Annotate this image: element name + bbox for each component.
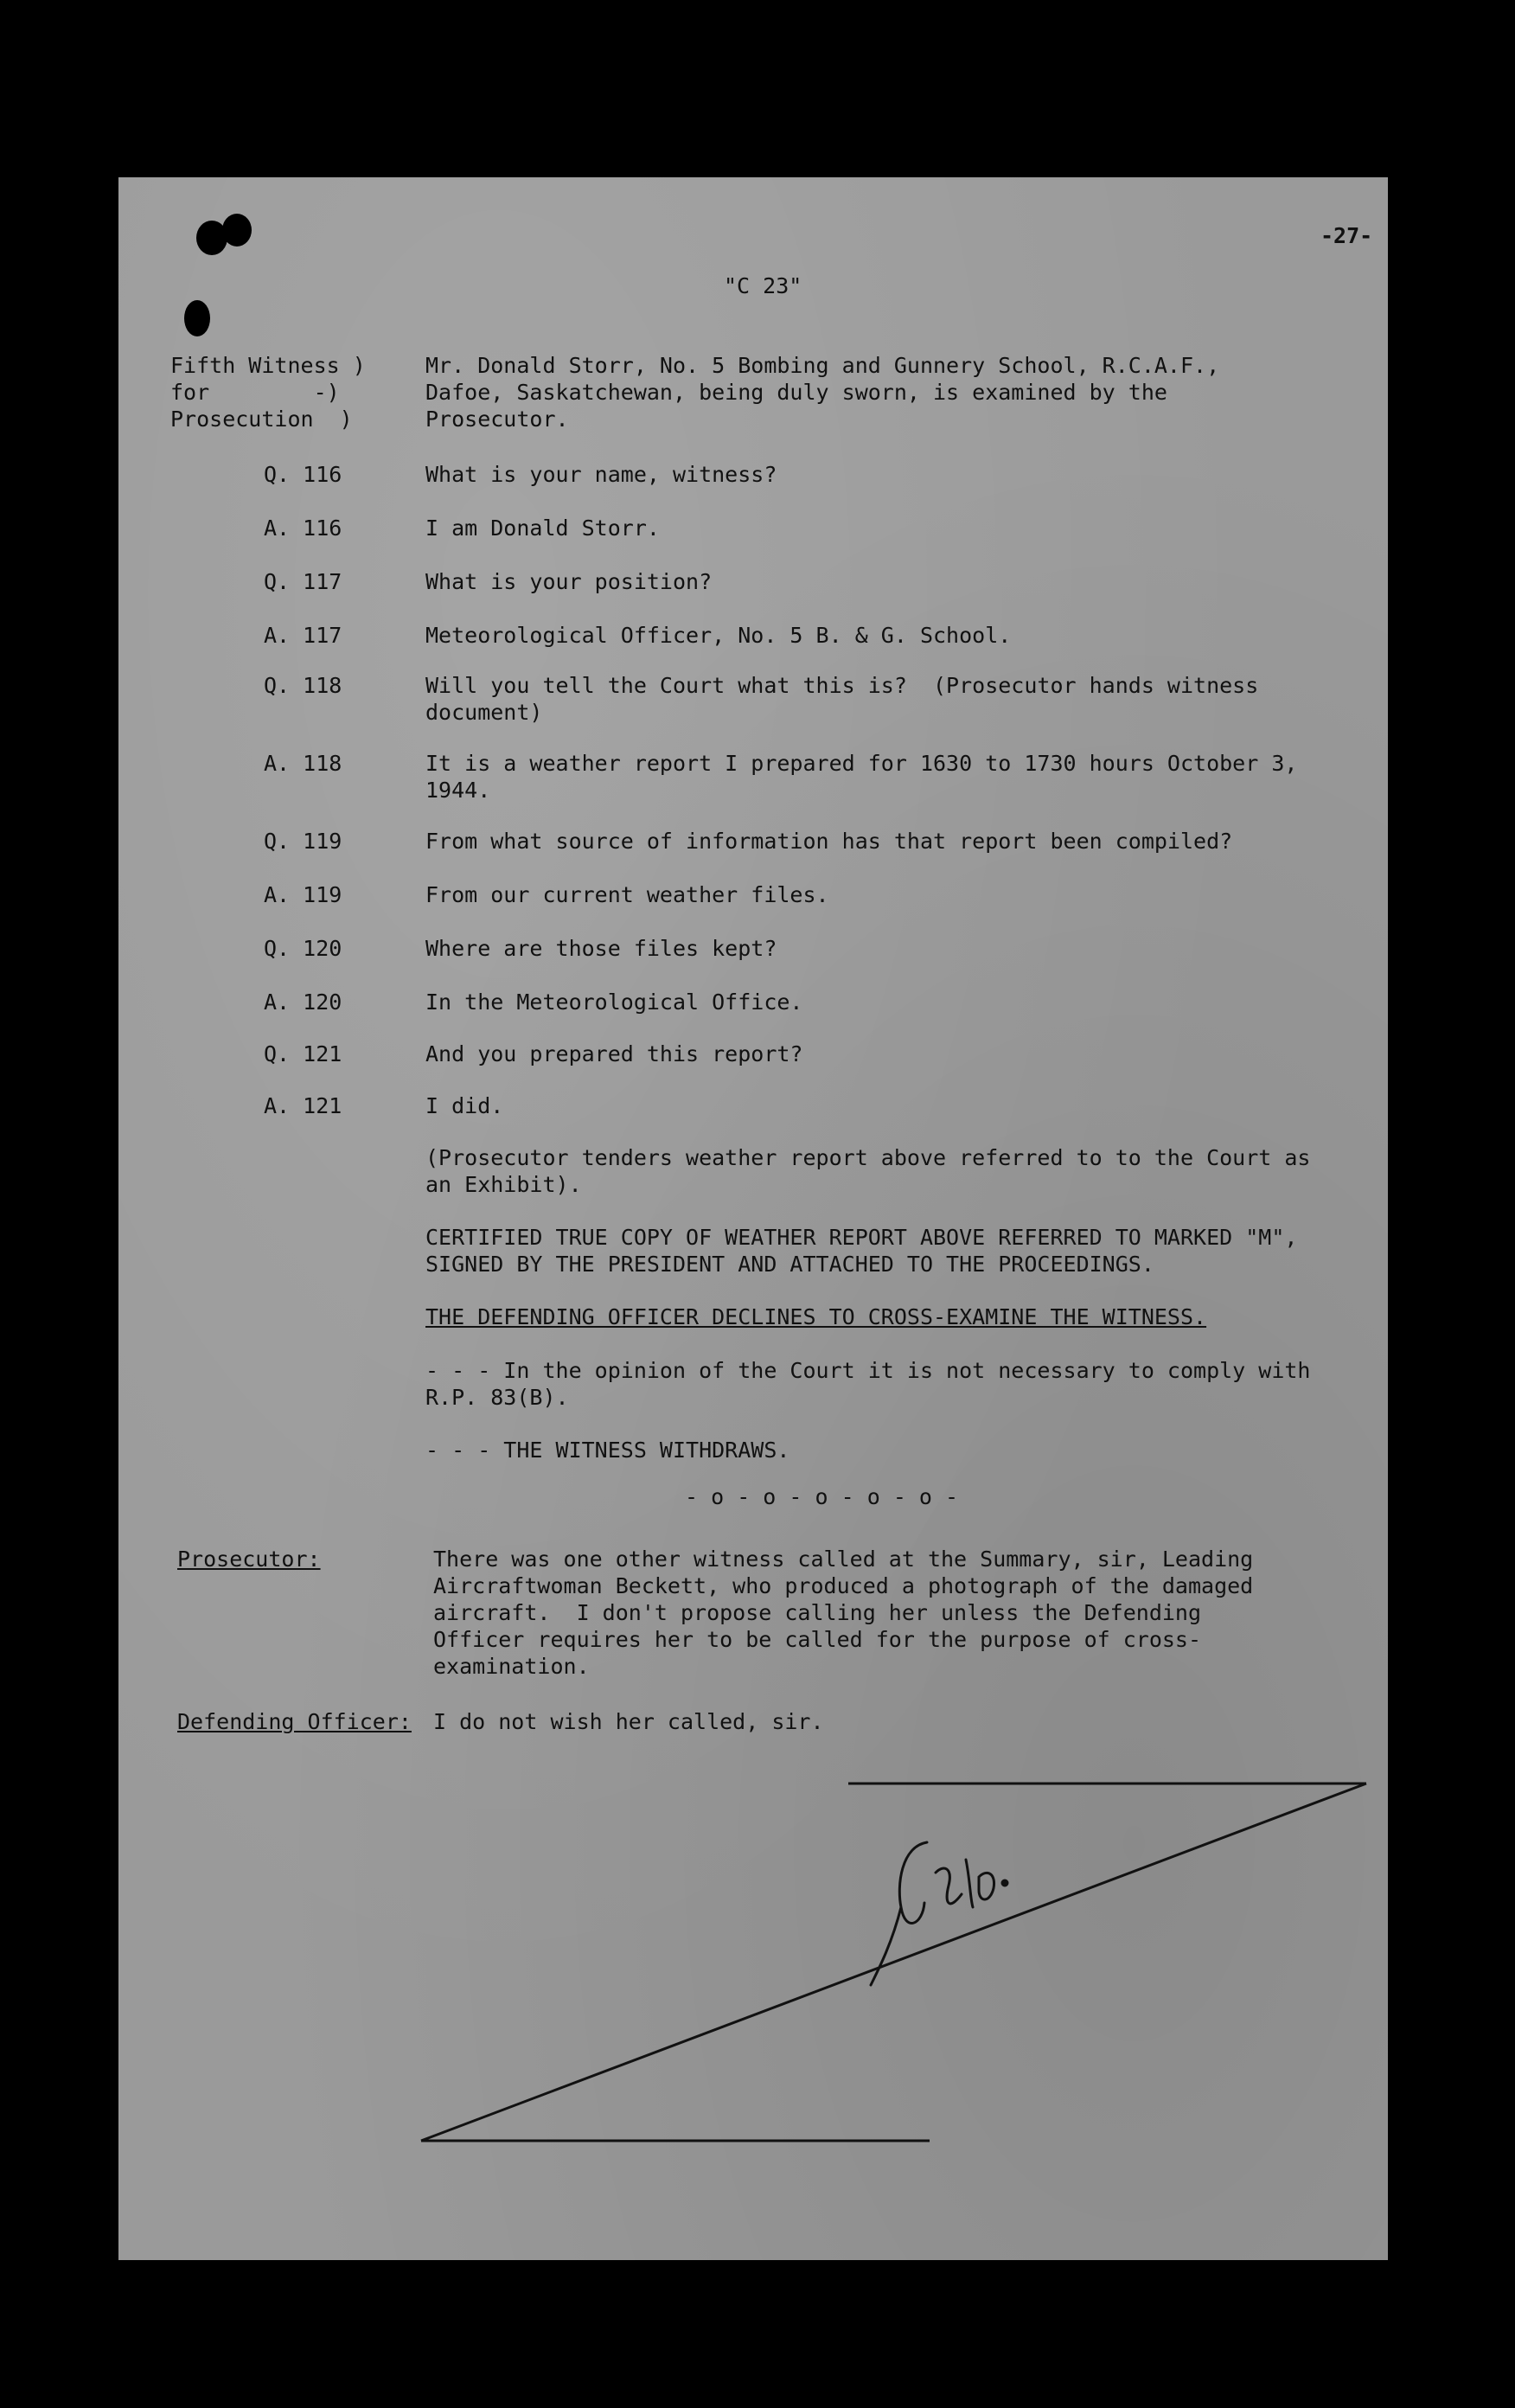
- qa-text: 1944.: [425, 778, 491, 803]
- intro-line: Mr. Donald Storr, No. 5 Bombing and Gunnery School, R.C.A.F.,: [425, 353, 1220, 378]
- defending-officer-label: Defending Officer:: [177, 1709, 412, 1734]
- document-code: "C 23": [724, 273, 802, 298]
- prosecutor-line: Aircraftwoman Beckett, who produced a photograph of the damaged: [433, 1573, 1254, 1598]
- intro-line: Dafoe, Saskatchewan, being duly sworn, is examined by the: [425, 380, 1167, 405]
- withdraws-note: - - - THE WITNESS WITHDRAWS.: [425, 1438, 790, 1463]
- prosecutor-line: Officer requires her to be called for the purpose of cross-: [433, 1627, 1202, 1652]
- qa-text: It is a weather report I prepared for 1630 to 1730 hours October 3,: [425, 751, 1298, 776]
- witness-heading-line3: Prosecution ): [170, 407, 353, 432]
- qa-text: In the Meteorological Office.: [425, 989, 803, 1015]
- page-number: -27-: [1320, 223, 1373, 248]
- cancellation-lines: [118, 177, 1388, 2260]
- qa-label: Q. 120: [264, 936, 342, 961]
- intro-line: Prosecutor.: [425, 407, 569, 432]
- certified-note: CERTIFIED TRUE COPY OF WEATHER REPORT ABOVE REFERRED TO MARKED "M",: [425, 1225, 1298, 1250]
- qa-text: I am Donald Storr.: [425, 516, 660, 541]
- tender-note: an Exhibit).: [425, 1172, 582, 1197]
- qa-text: From what source of information has that report been compiled?: [425, 829, 1233, 854]
- qa-label: A. 121: [264, 1093, 342, 1118]
- prosecutor-line: aircraft. I don't propose calling her unless the Defending: [433, 1600, 1202, 1625]
- qa-text: And you prepared this report?: [425, 1041, 803, 1066]
- qa-text: What is your name, witness?: [425, 462, 777, 487]
- prosecutor-label: Prosecutor:: [177, 1547, 321, 1572]
- tender-note: (Prosecutor tenders weather report above referred to to the Court as: [425, 1145, 1311, 1170]
- qa-label: Q. 119: [264, 829, 342, 854]
- qa-text: Meteorological Officer, No. 5 B. & G. School.: [425, 623, 1012, 648]
- section-separator: - o - o - o - o - o -: [685, 1484, 959, 1509]
- qa-label: A. 116: [264, 516, 342, 541]
- qa-label: Q. 121: [264, 1041, 342, 1066]
- declines-note: THE DEFENDING OFFICER DECLINES TO CROSS-EXAMINE THE WITNESS.: [425, 1304, 1207, 1329]
- qa-text: document): [425, 700, 543, 725]
- qa-label: A. 120: [264, 989, 342, 1015]
- qa-text: Where are those files kept?: [425, 936, 777, 961]
- opinion-note: - - - In the opinion of the Court it is not necessary to comply with: [425, 1358, 1311, 1383]
- qa-text: What is your position?: [425, 569, 713, 594]
- qa-label: A. 119: [264, 882, 342, 907]
- qa-label: Q. 117: [264, 569, 342, 594]
- qa-text: I did.: [425, 1093, 504, 1118]
- witness-heading-line1: Fifth Witness ): [170, 353, 366, 378]
- qa-label: A. 118: [264, 751, 342, 776]
- document-page: [118, 177, 1388, 2260]
- qa-text: From our current weather files.: [425, 882, 829, 907]
- prosecutor-line: examination.: [433, 1654, 590, 1679]
- certified-note: SIGNED BY THE PRESIDENT AND ATTACHED TO THE PROCEEDINGS.: [425, 1252, 1154, 1277]
- witness-heading-line2: for -): [170, 380, 340, 405]
- prosecutor-line: There was one other witness called at the Summary, sir, Leading: [433, 1547, 1254, 1572]
- defending-officer-reply: I do not wish her called, sir.: [433, 1709, 824, 1734]
- qa-text: Will you tell the Court what this is? (Prosecutor hands witness: [425, 673, 1259, 698]
- opinion-note: R.P. 83(B).: [425, 1385, 569, 1410]
- qa-label: A. 117: [264, 623, 342, 648]
- qa-label: Q. 118: [264, 673, 342, 698]
- qa-label: Q. 116: [264, 462, 342, 487]
